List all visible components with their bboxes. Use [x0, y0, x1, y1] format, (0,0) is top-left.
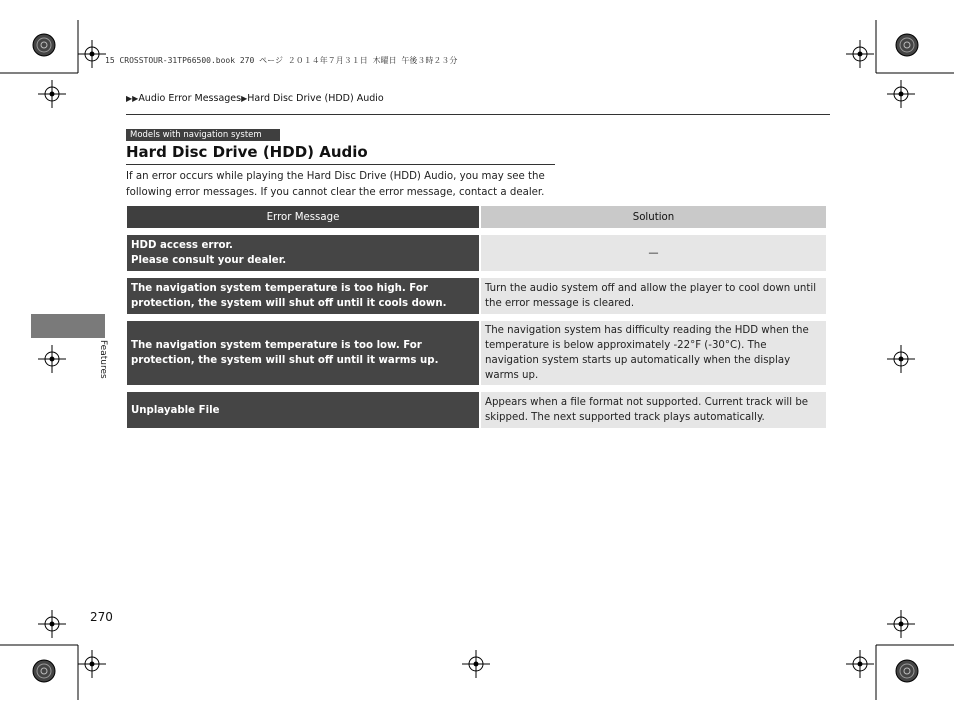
registration-crosshair-icon [78, 650, 106, 678]
error-message-cell [127, 321, 479, 385]
error-message-line: Unplayable File [131, 404, 220, 416]
solution-cell: Appears when a file format not supported. Current track will be skipped. The next supported track plays automatically. [481, 392, 826, 428]
model-tag: Models with navigation system [126, 129, 280, 141]
error-message-line: The navigation system temperature is too low. For [131, 340, 422, 351]
error-message-line: protection, the system will shut off until it cools down. [131, 298, 447, 309]
solution-cell: The navigation system has difficulty reading the HDD when the temperature is below approximately -22°F (-30°C). The navigation system starts up automatically when the display warms up. [481, 321, 826, 385]
registration-crosshair-icon [846, 650, 874, 678]
print-header-line: 15 CROSSTOUR-31TP66500.book 270 ページ ２０１４年７月３１日 木曜日 午後３時２３分 [105, 56, 458, 65]
breadcrumb-separator: ▶ [241, 94, 248, 103]
error-message-line: HDD access error. [131, 240, 233, 251]
page-number: 270 [90, 610, 113, 624]
registration-rosette-icon [33, 660, 55, 682]
column-header-error-message: Error Message [127, 206, 479, 228]
error-message-table [125, 204, 828, 430]
table-header-row [127, 206, 826, 228]
registration-crosshair-icon [462, 650, 490, 678]
breadcrumb [126, 93, 384, 104]
intro-paragraph: If an error occurs while playing the Hard Disc Drive (HDD) Audio, you may see the following error messages. If you cannot clear the error message, contact a dealer. [126, 171, 545, 198]
error-message-line: protection, the system will shut off until it warms up. [131, 355, 439, 366]
registration-crosshair-icon [38, 80, 66, 108]
chapter-tab [31, 314, 105, 338]
registration-rosette-icon [33, 34, 55, 56]
page-title: Hard Disc Drive (HDD) Audio [126, 143, 368, 161]
chapter-label: Features [98, 340, 108, 379]
table-row [127, 321, 826, 385]
registration-crosshair-icon [846, 40, 874, 68]
registration-rosette-icon [896, 660, 918, 682]
registration-crosshair-icon [887, 610, 915, 638]
breadcrumb-item-hdd-audio: Hard Disc Drive (HDD) Audio [247, 93, 384, 104]
solution-cell: Turn the audio system off and allow the player to cool down until the error message is cleared. [481, 278, 826, 314]
solution-cell: — [481, 235, 826, 271]
registration-rosette-icon [896, 34, 918, 56]
table-row [127, 235, 826, 271]
registration-crosshair-icon [38, 610, 66, 638]
column-header-solution: Solution [481, 206, 826, 228]
breadcrumb-marker: ▶▶ [126, 94, 139, 103]
error-message-line: Please consult your dealer. [131, 255, 287, 266]
error-message-cell [127, 278, 479, 314]
table-row [127, 392, 826, 428]
error-message-cell [127, 392, 479, 428]
title-divider [126, 164, 555, 165]
registration-crosshair-icon [78, 40, 106, 68]
registration-crosshair-icon [887, 345, 915, 373]
registration-crosshair-icon [38, 345, 66, 373]
error-message-line: The navigation system temperature is too high. For [131, 283, 428, 294]
breadcrumb-item-audio-error-messages[interactable]: Audio Error Messages [138, 93, 242, 104]
registration-crosshair-icon [887, 80, 915, 108]
table-row [127, 278, 826, 314]
header-divider [126, 114, 830, 115]
error-message-cell [127, 235, 479, 271]
